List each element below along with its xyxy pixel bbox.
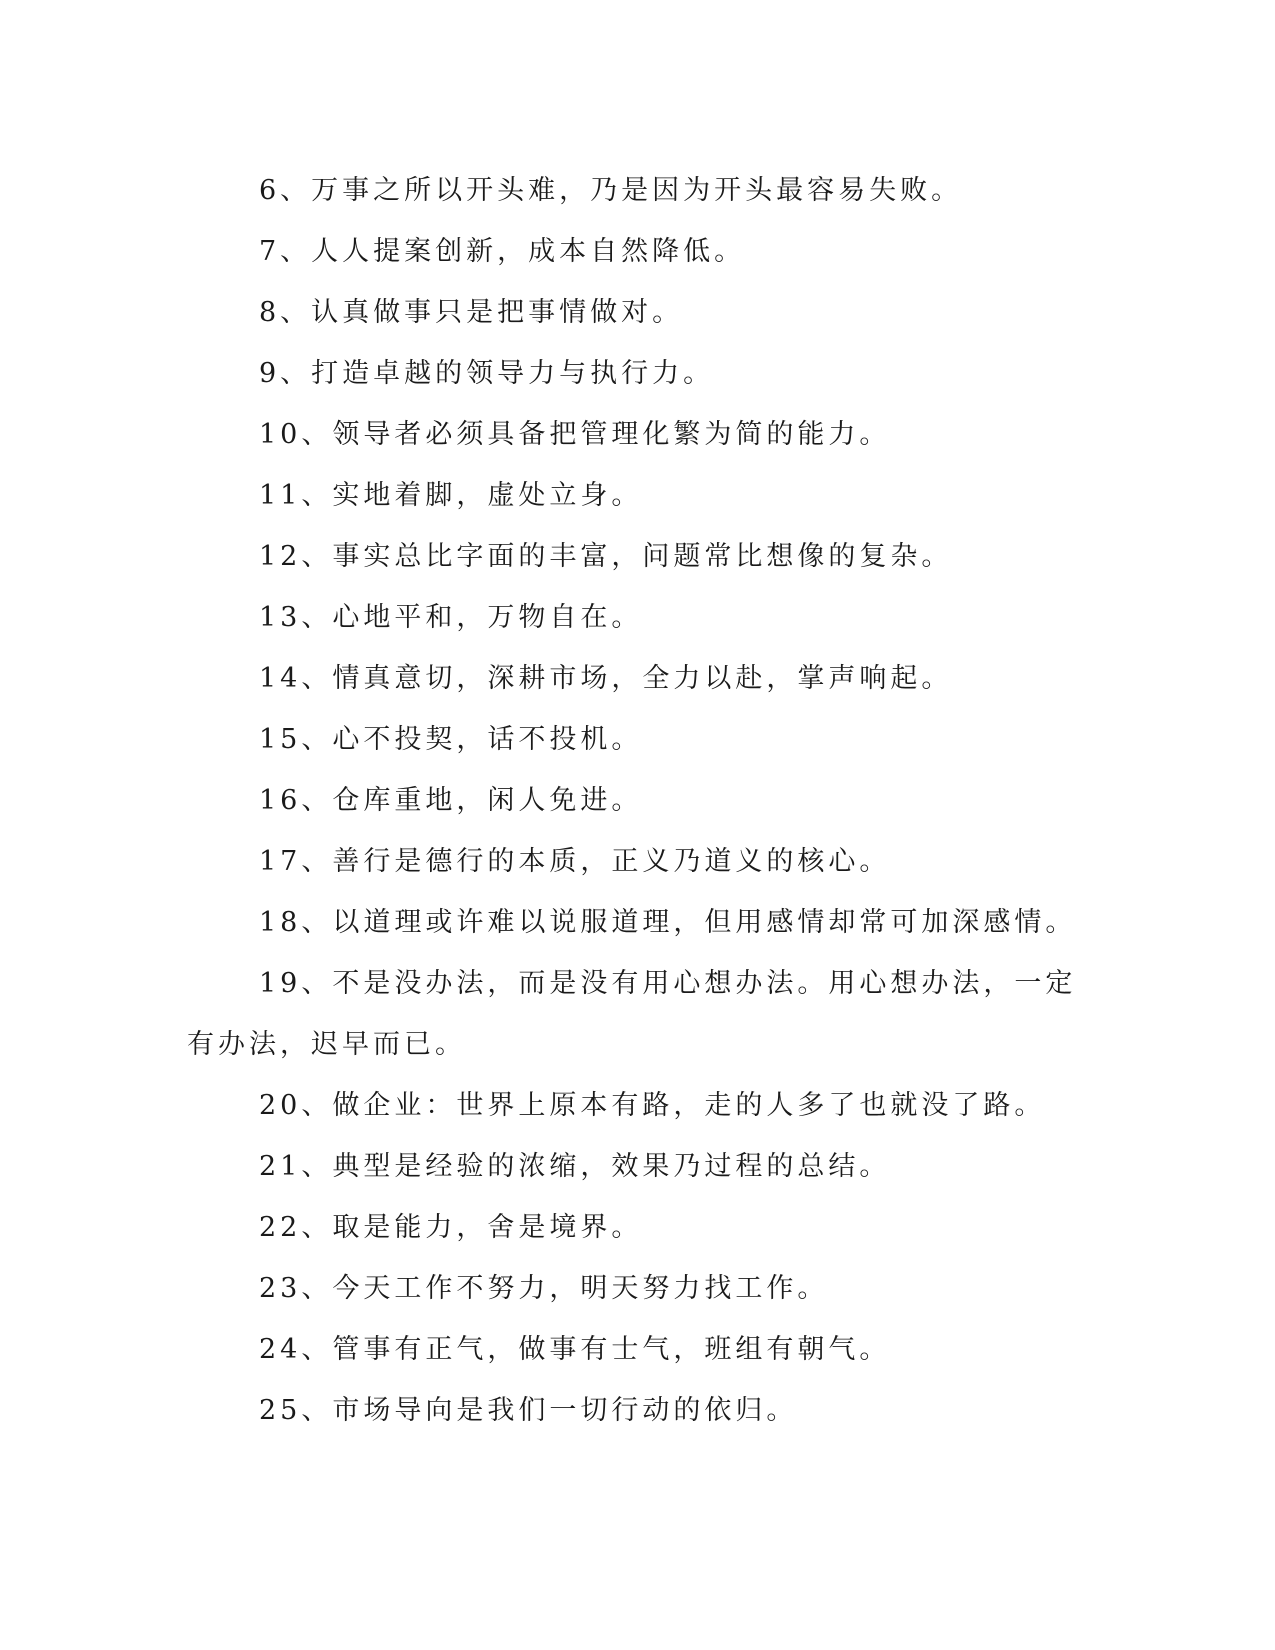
paragraph-item-24: 24、管事有正气，做事有士气，班组有朝气。: [259, 1334, 891, 1365]
paragraph-item-20: 20、做企业：世界上原本有路，走的人多了也就没了路。: [259, 1090, 1046, 1121]
paragraph-item-11: 11、实地着脚，虚处立身。: [259, 480, 643, 511]
paragraph-item-13: 13、心地平和，万物自在。: [259, 602, 643, 633]
paragraph-item-21: 21、典型是经验的浓缩，效果乃过程的总结。: [259, 1151, 891, 1182]
paragraph-item-15: 15、心不投契，话不投机。: [259, 724, 643, 755]
paragraph-item-6: 6、万事之所以开头难，乃是因为开头最容易失败。: [259, 175, 963, 206]
paragraph-item-19: 19、不是没办法，而是没有用心想办法。用心想办法，一定有办法，迟早而已。: [187, 968, 1077, 1060]
paragraph-item-16: 16、仓库重地，闲人免进。: [259, 785, 643, 816]
paragraph-item-17: 17、善行是德行的本质，正义乃道义的核心。: [259, 846, 891, 877]
paragraph-item-23: 23、今天工作不努力，明天努力找工作。: [259, 1273, 829, 1304]
paragraph-item-10: 10、领导者必须具备把管理化繁为简的能力。: [259, 419, 891, 450]
paragraph-item-8: 8、认真做事只是把事情做对。: [259, 297, 684, 328]
paragraph-item-9: 9、打造卓越的领导力与执行力。: [259, 358, 715, 389]
paragraph-item-7: 7、人人提案创新，成本自然降低。: [259, 236, 746, 267]
paragraph-item-18: 18、以道理或许难以说服道理，但用感情却常可加深感情。: [259, 907, 1077, 938]
paragraph-item-25: 25、市场导向是我们一切行动的依归。: [259, 1395, 798, 1426]
paragraph-item-14: 14、情真意切，深耕市场，全力以赴，掌声响起。: [259, 663, 953, 694]
document-body: [187, 160, 1079, 1441]
paragraph-item-12: 12、事实总比字面的丰富，问题常比想像的复杂。: [259, 541, 953, 572]
paragraph-item-22: 22、取是能力，舍是境界。: [259, 1212, 643, 1243]
